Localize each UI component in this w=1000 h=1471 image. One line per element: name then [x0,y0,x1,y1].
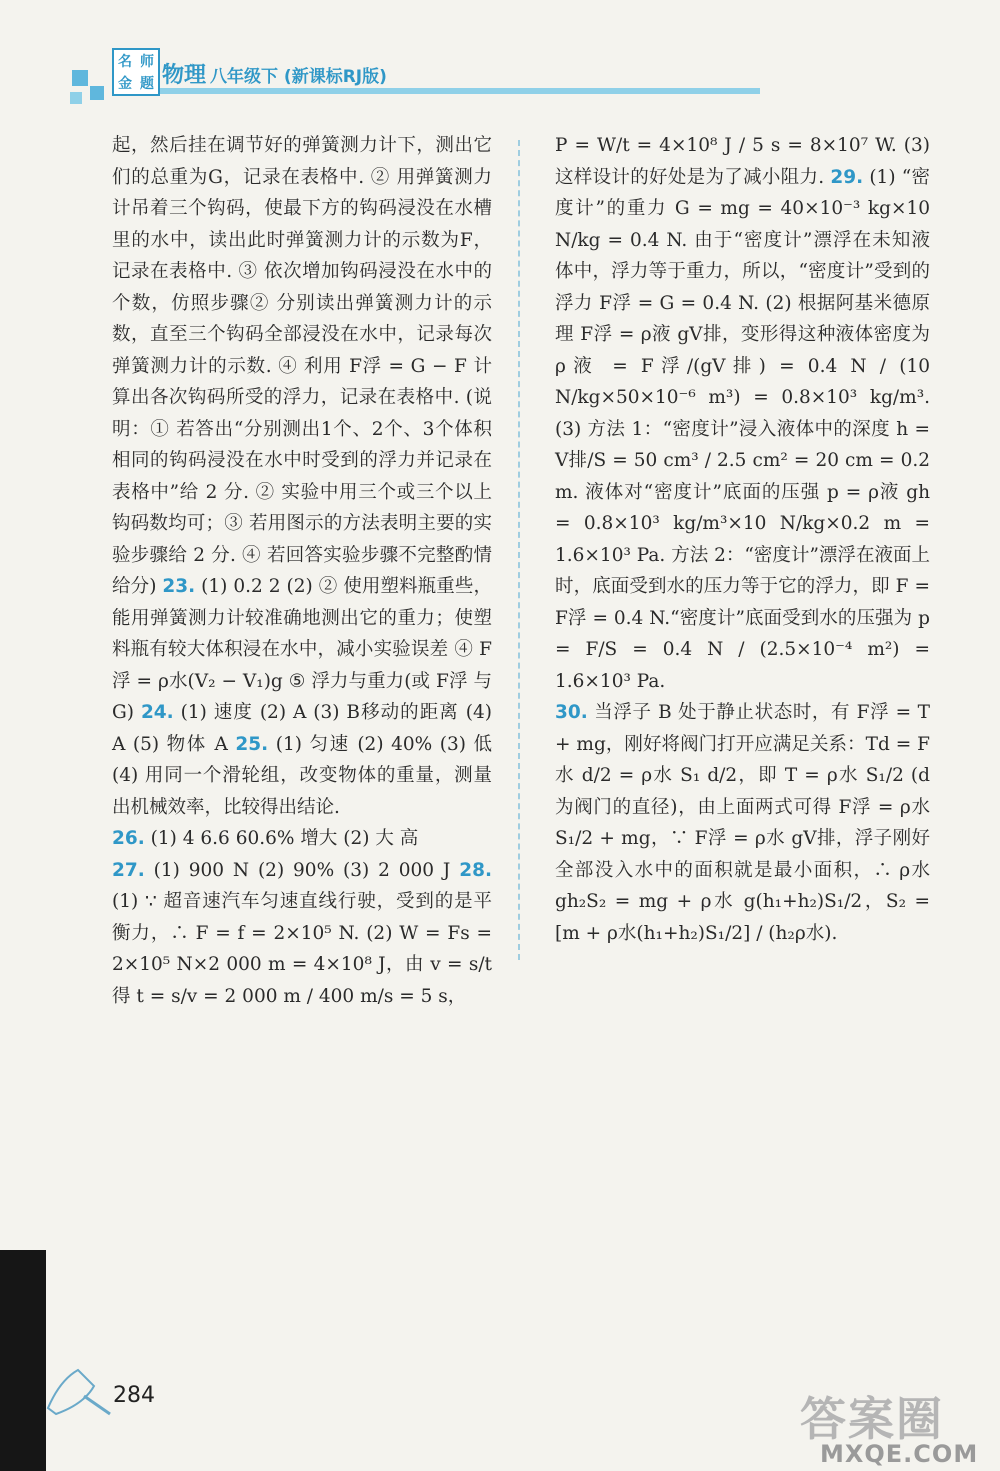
watermark-url: MXQE.COM [820,1440,979,1468]
question-number: 25. [235,733,269,755]
answer-text: 26. (1) 4 6.6 60.6% 增大 (2) 大 高 [112,828,419,849]
pushpin-icon [40,1360,120,1420]
answer-text: 27. (1) 900 N (2) 90% (3) 2 000 J 28. (1) ∵ 超音速汽车匀速直线行驶，受到的是平衡力，∴ F = f = 2×10⁵ N. (2) W = Fs = 2×10⁵ N×2 000 m = 4×10⁸ J，由 v = s/t 得 t = s/v = 2 000 m / 400 m/s = 5 s， [112,859,492,1007]
column-divider [518,140,520,960]
watermark-logo: 答案圈 [800,1392,944,1446]
series-logo: 名 师 金 题 [112,48,160,96]
answer-text: 30. 当浮子 B 处于静止状态时，有 F浮 = T + mg，刚好将阀门打开应满足关系：Td = F水 d/2 = ρ水 S₁ d/2，即 T = ρ水 S₁/2 (d 为阀门的直径)，由上面两式可得 F浮 = ρ水 S₁/2 + mg，∵ F浮 = ρ水 gV排，浮子刚好全部没入水中的面积就是最小面积，∴ ρ水 gh₂S₂ = mg + ρ水 g(h₁+h₂)S₁/2，S₂ = [m + ρ水(h₁+h₂)S₁/2] / (h₂ρ水). [555,702,930,944]
question-number: 27. [112,859,145,881]
page-number: 284 [113,1383,155,1408]
answer-text: 起，然后挂在调节好的弹簧测力计下，测出它们的总重为G，记录在表格中. ② 用弹簧测力计吊着三个钩码，使最下方的钩码浸没在水槽里的水中，读出此时弹簧测力计的示数为F，记录在表格中. ③ 依次增加钩码浸没在水中的个数，仿照步骤② 分别读出弹簧测力计的示数，直至三个钩码全部浸没在水中，记录每次弹簧测力计的示数. ④ 利用 F浮 = G − F 计算出各次钩码所受的浮力，记录在表格中. (说明：① 若答出“分别测出1个、2个、3个体积相同的钩码浸没在水中时受到的浮力并记录在表格中”给 2 分. ② 实验中用三个或三个以上钩码数均可；③ 若用图示的方法表明主要的实验步骤给 2 分. ④ 若回答实验步骤不完整酌情给分) 23. (1) 0.2 2 (2) ② 使用塑料瓶重些，能用弹簧测力计较准确地测出它的重力；使塑料瓶有较大体积浸在水中，减小实验误差 ④ F浮 = ρ水(V₂ − V₁)g ⑤ 浮力与重力(或 F浮 与 G) 24. (1) 速度 (2) A (3) B移动的距离 (4) A (5) 物体 A 25. (1) 匀速 (2) 40% (3) 低 (4) 用同一个滑轮组，改变物体的重量，测量出机械效率，比较得出结论. [112,135,492,818]
question-number: 29. [830,166,864,188]
answer-text: P = W/t = 4×10⁸ J / 5 s = 8×10⁷ W. (3) 这样设计的好处是为了减小阻力. 29. (1) “密度计”的重力 G = mg = 40×10⁻³ kg×10 N/kg = 0.4 N. 由于“密度计”漂浮在未知液体中，浮力等于重力，所以，“密度计”受到的浮力 F浮 = G = 0.4 N. (2) 根据阿基米德原理 F浮 = ρ液 gV排，变形得这种液体密度为 ρ液 = F浮/(gV排) = 0.4 N / (10 N/kg×50×10⁻⁶ m³) = 0.8×10³ kg/m³. (3) 方法 1：“密度计”浸入液体中的深度 h = V排/S = 50 cm³ / 2.5 cm² = 20 cm = 0.2 m. 液体对“密度计”底面的压强 p = ρ液 gh = 0.8×10³ kg/m³×10 N/kg×0.2 m = 1.6×10³ Pa. 方法 2：“密度计”漂浮在液面上时，底面受到水的压力等于它的浮力，即 F = F浮 = 0.4 N.“密度计”底面受到水的压强为 p = F/S = 0.4 N / (2.5×10⁻⁴ m²) = 1.6×10³ Pa. [555,135,930,692]
question-number: 26. [112,828,145,849]
question-number: 24. [140,702,174,723]
subject-title: 物理 [162,63,207,88]
header-decoration [90,86,104,100]
book-title [162,58,387,89]
page-header [0,30,1000,140]
header-decoration [72,70,88,86]
question-number: 23. [162,576,196,597]
question-number: 30. [555,702,588,723]
header-decoration [70,92,82,104]
question-number: 28. [459,859,492,881]
answer-column-right [555,130,930,949]
answer-column-left [112,130,492,1012]
grade-label: 八年级下 (新课标RJ版) [210,67,387,87]
